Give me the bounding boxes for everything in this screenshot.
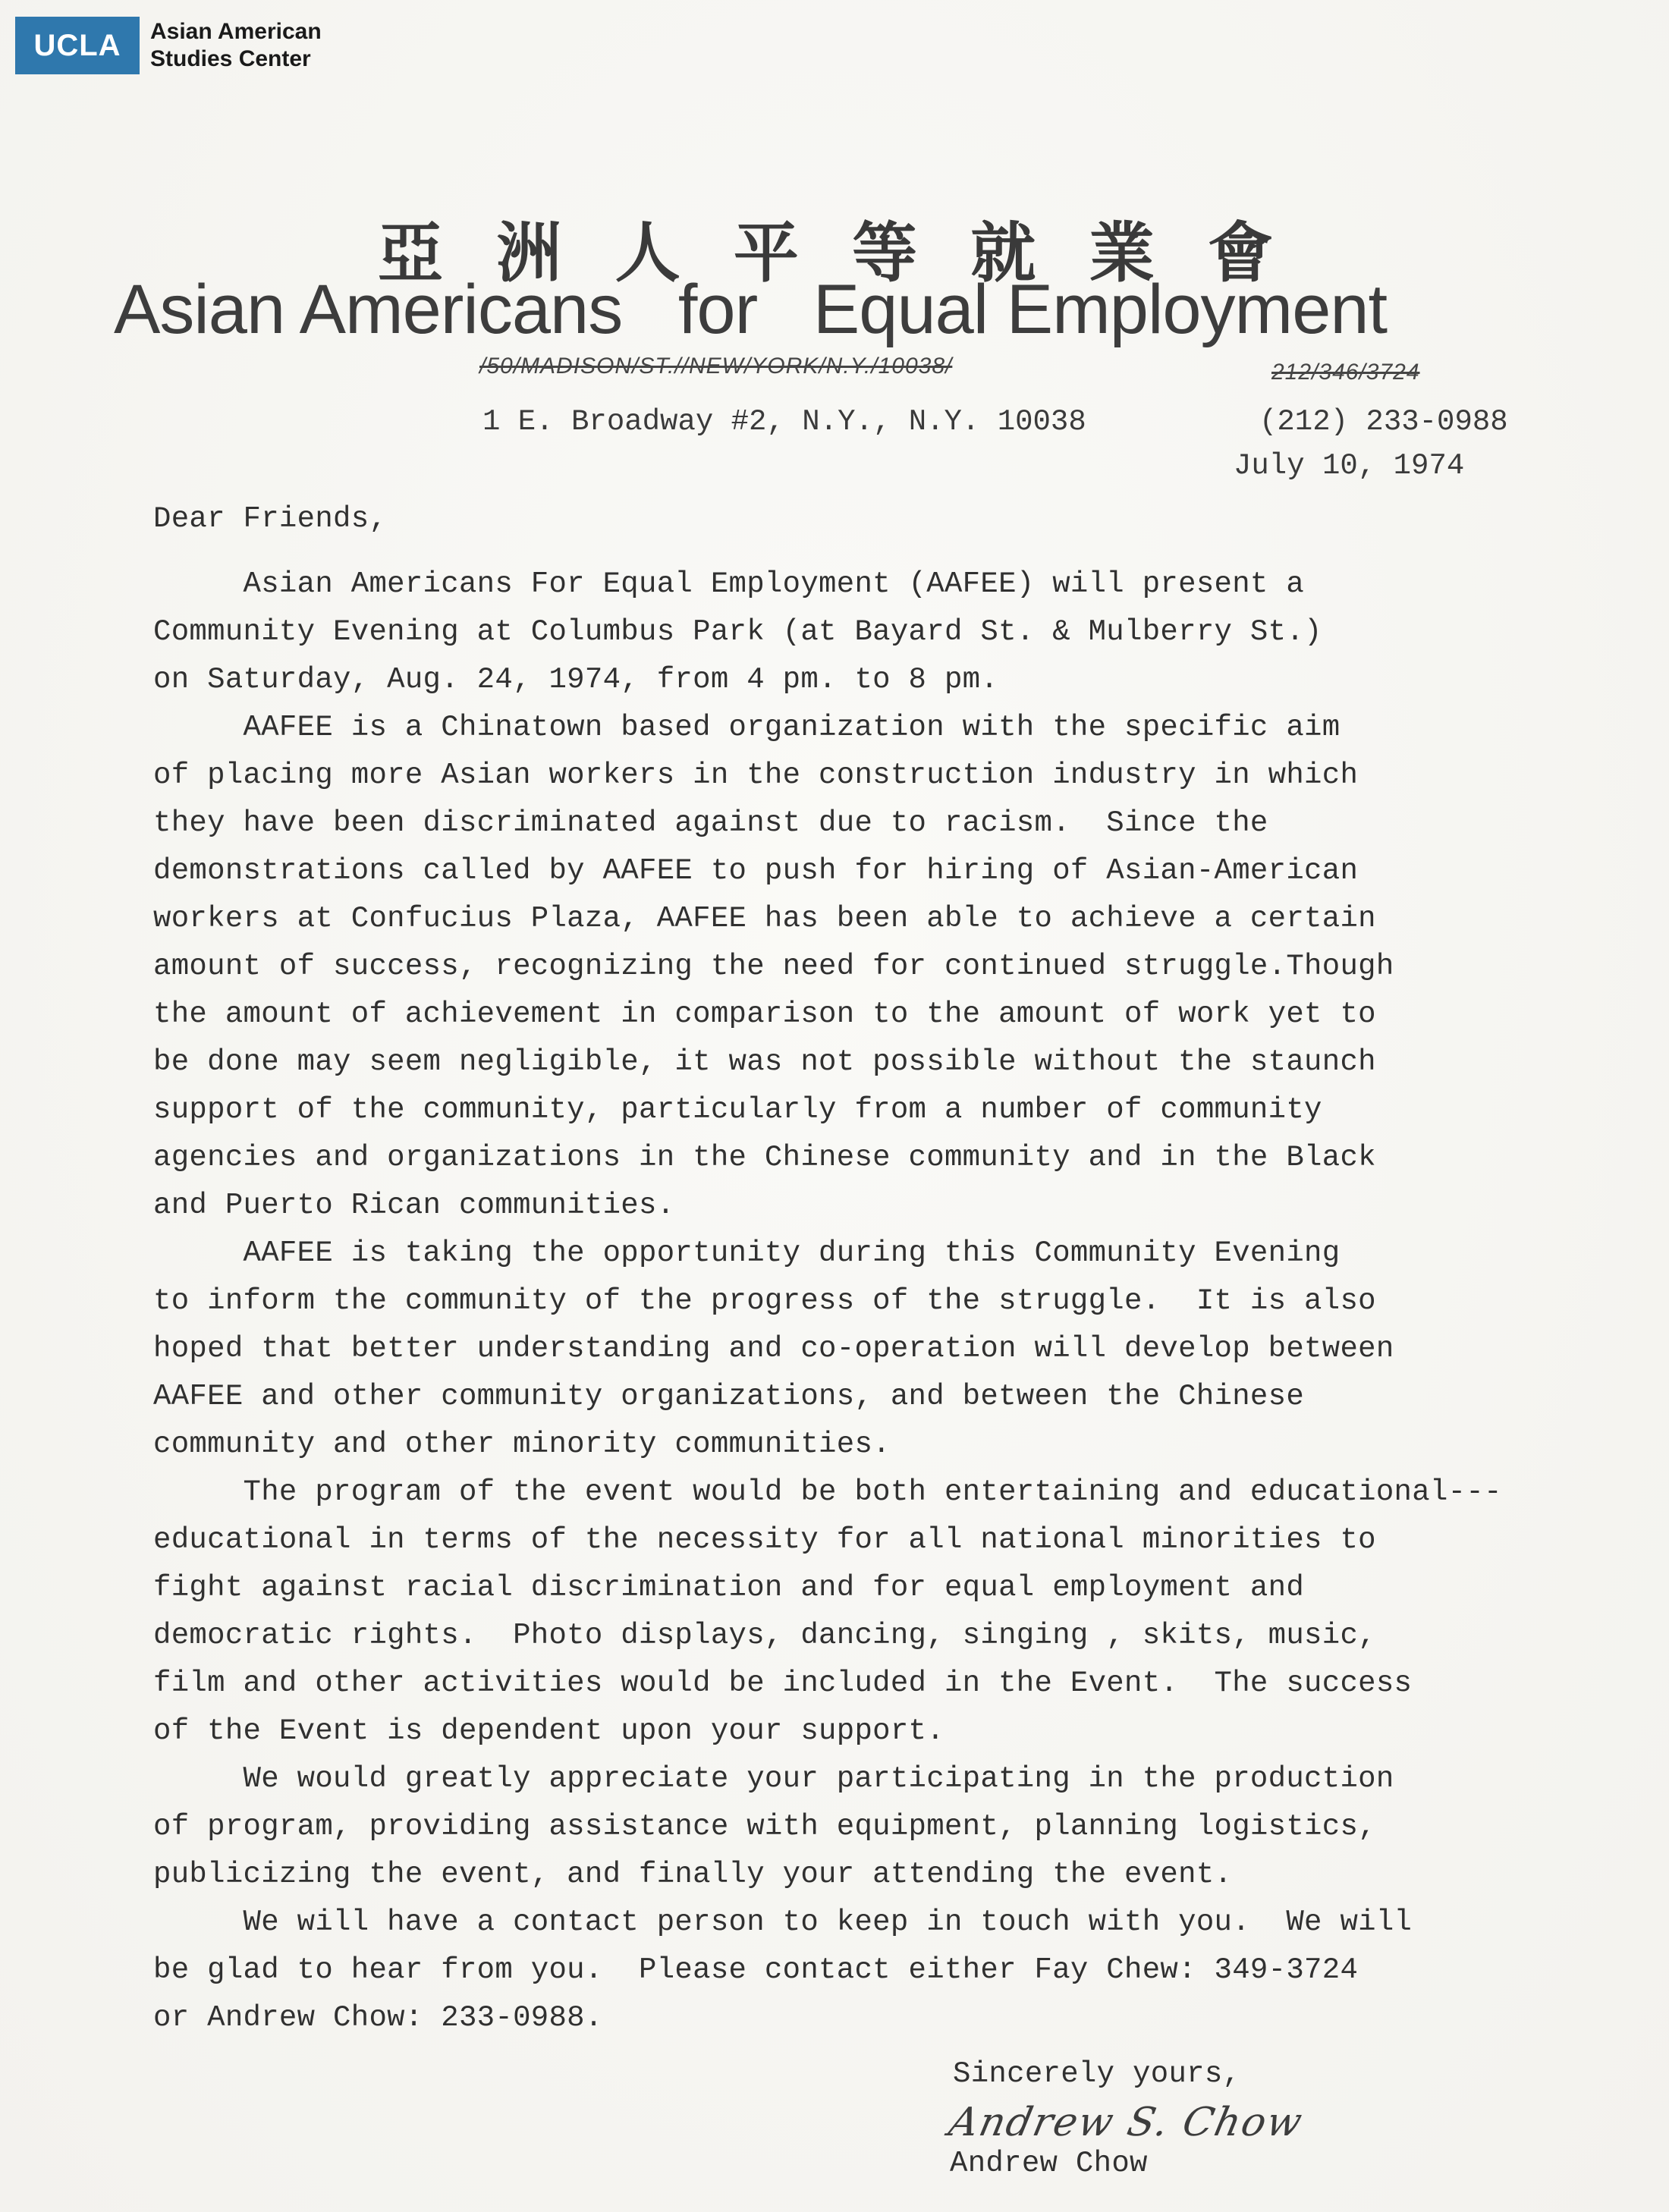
body-line: of placing more Asian workers in the construction industry in which: [153, 759, 1359, 792]
chinese-char: 亞: [378, 215, 443, 291]
archive-center-line2: Studies Center: [150, 46, 311, 71]
body-line: democratic rights. Photo displays, dancing, singing , skits, music,: [153, 1619, 1376, 1652]
body-line: of program, providing assistance with equipment, planning logistics,: [153, 1810, 1376, 1843]
struck-old-address: /50/MADISON/ST.//NEW/YORK/N.Y./10038/: [479, 353, 953, 379]
salutation: Dear Friends,: [153, 502, 388, 536]
body-line: of the Event is dependent upon your support.: [153, 1714, 945, 1748]
ucla-logo: [15, 17, 140, 74]
org-name-heading: Asian Americans for Equal Employment: [114, 271, 1388, 348]
body-line: support of the community, particularly from a number of community: [153, 1093, 1322, 1126]
body-line: We would greatly appreciate your participating in the production: [153, 1762, 1394, 1796]
body-line: AAFEE is taking the opportunity during this Community Evening: [153, 1236, 1341, 1270]
org-address: 1 E. Broadway #2, N.Y., N.Y. 10038: [482, 405, 1086, 438]
body-line: fight against racial discrimination and for equal employment and: [153, 1571, 1305, 1604]
chinese-char: 洲: [496, 215, 562, 291]
body-line: amount of success, recognizing the need for continued struggle.Though: [153, 950, 1394, 983]
body-line: We will have a contact person to keep in touch with you. We will: [153, 1906, 1413, 1939]
chinese-char: 會: [1207, 215, 1273, 291]
body-line: hoped that better understanding and co-operation will develop between: [153, 1332, 1394, 1365]
chinese-char: 就: [970, 215, 1036, 291]
ucla-brand: UCLA: [33, 28, 121, 62]
org-phone: (212) 233-0988: [1259, 405, 1508, 438]
body-line: film and other activities would be included in the Event. The success: [153, 1667, 1413, 1700]
struck-old-phone: 212/346/3724: [1271, 360, 1420, 385]
chinese-char: 業: [1089, 215, 1155, 291]
body-line: demonstrations called by AAFEE to push for hiring of Asian-American: [153, 854, 1359, 888]
archive-center-name: [150, 18, 322, 73]
body-line: agencies and organizations in the Chinese community and in the Black: [153, 1141, 1376, 1174]
archive-center-line1: Asian American: [150, 19, 322, 44]
body-line: to inform the community of the progress of the struggle. It is also: [153, 1284, 1376, 1318]
chinese-char: 人: [614, 215, 680, 291]
body-line: they have been discriminated against due to racism. Since the: [153, 806, 1268, 840]
letter-date: July 10, 1974: [1234, 449, 1465, 482]
body-line: be glad to hear from you. Please contact either Fay Chew: 349-3724: [153, 1953, 1359, 1987]
handwritten-signature: Andrew S. Chow: [945, 2100, 1308, 2145]
body-line: The program of the event would be both entertaining and educational---: [153, 1475, 1502, 1509]
body-line: AAFEE is a Chinatown based organization with the specific aim: [153, 711, 1341, 744]
body-line: or Andrew Chow: 233-0988.: [153, 2001, 603, 2034]
signer-name: Andrew Chow: [950, 2147, 1148, 2180]
body-line: and Puerto Rican communities.: [153, 1189, 675, 1222]
body-line: on Saturday, Aug. 24, 1974, from 4 pm. to 8 pm.: [153, 663, 999, 696]
body-line: be done may seem negligible, it was not possible without the staunch: [153, 1045, 1376, 1079]
body-line: Asian Americans For Equal Employment (AAFEE) will present a: [153, 567, 1305, 601]
body-line: educational in terms of the necessity for all national minorities to: [153, 1523, 1376, 1557]
body-line: AAFEE and other community organizations, and between the Chinese: [153, 1380, 1305, 1413]
body-line: Community Evening at Columbus Park (at Bayard St. & Mulberry St.): [153, 615, 1322, 649]
chinese-char: 等: [852, 215, 918, 291]
body-line: community and other minority communities.: [153, 1428, 891, 1461]
body-line: workers at Confucius Plaza, AAFEE has been able to achieve a certain: [153, 902, 1376, 935]
chinese-char: 平: [733, 215, 799, 291]
closing: Sincerely yours,: [953, 2057, 1241, 2091]
body-line: publicizing the event, and finally your attending the event.: [153, 1858, 1233, 1891]
body-line: the amount of achievement in comparison to the amount of work yet to: [153, 998, 1376, 1031]
